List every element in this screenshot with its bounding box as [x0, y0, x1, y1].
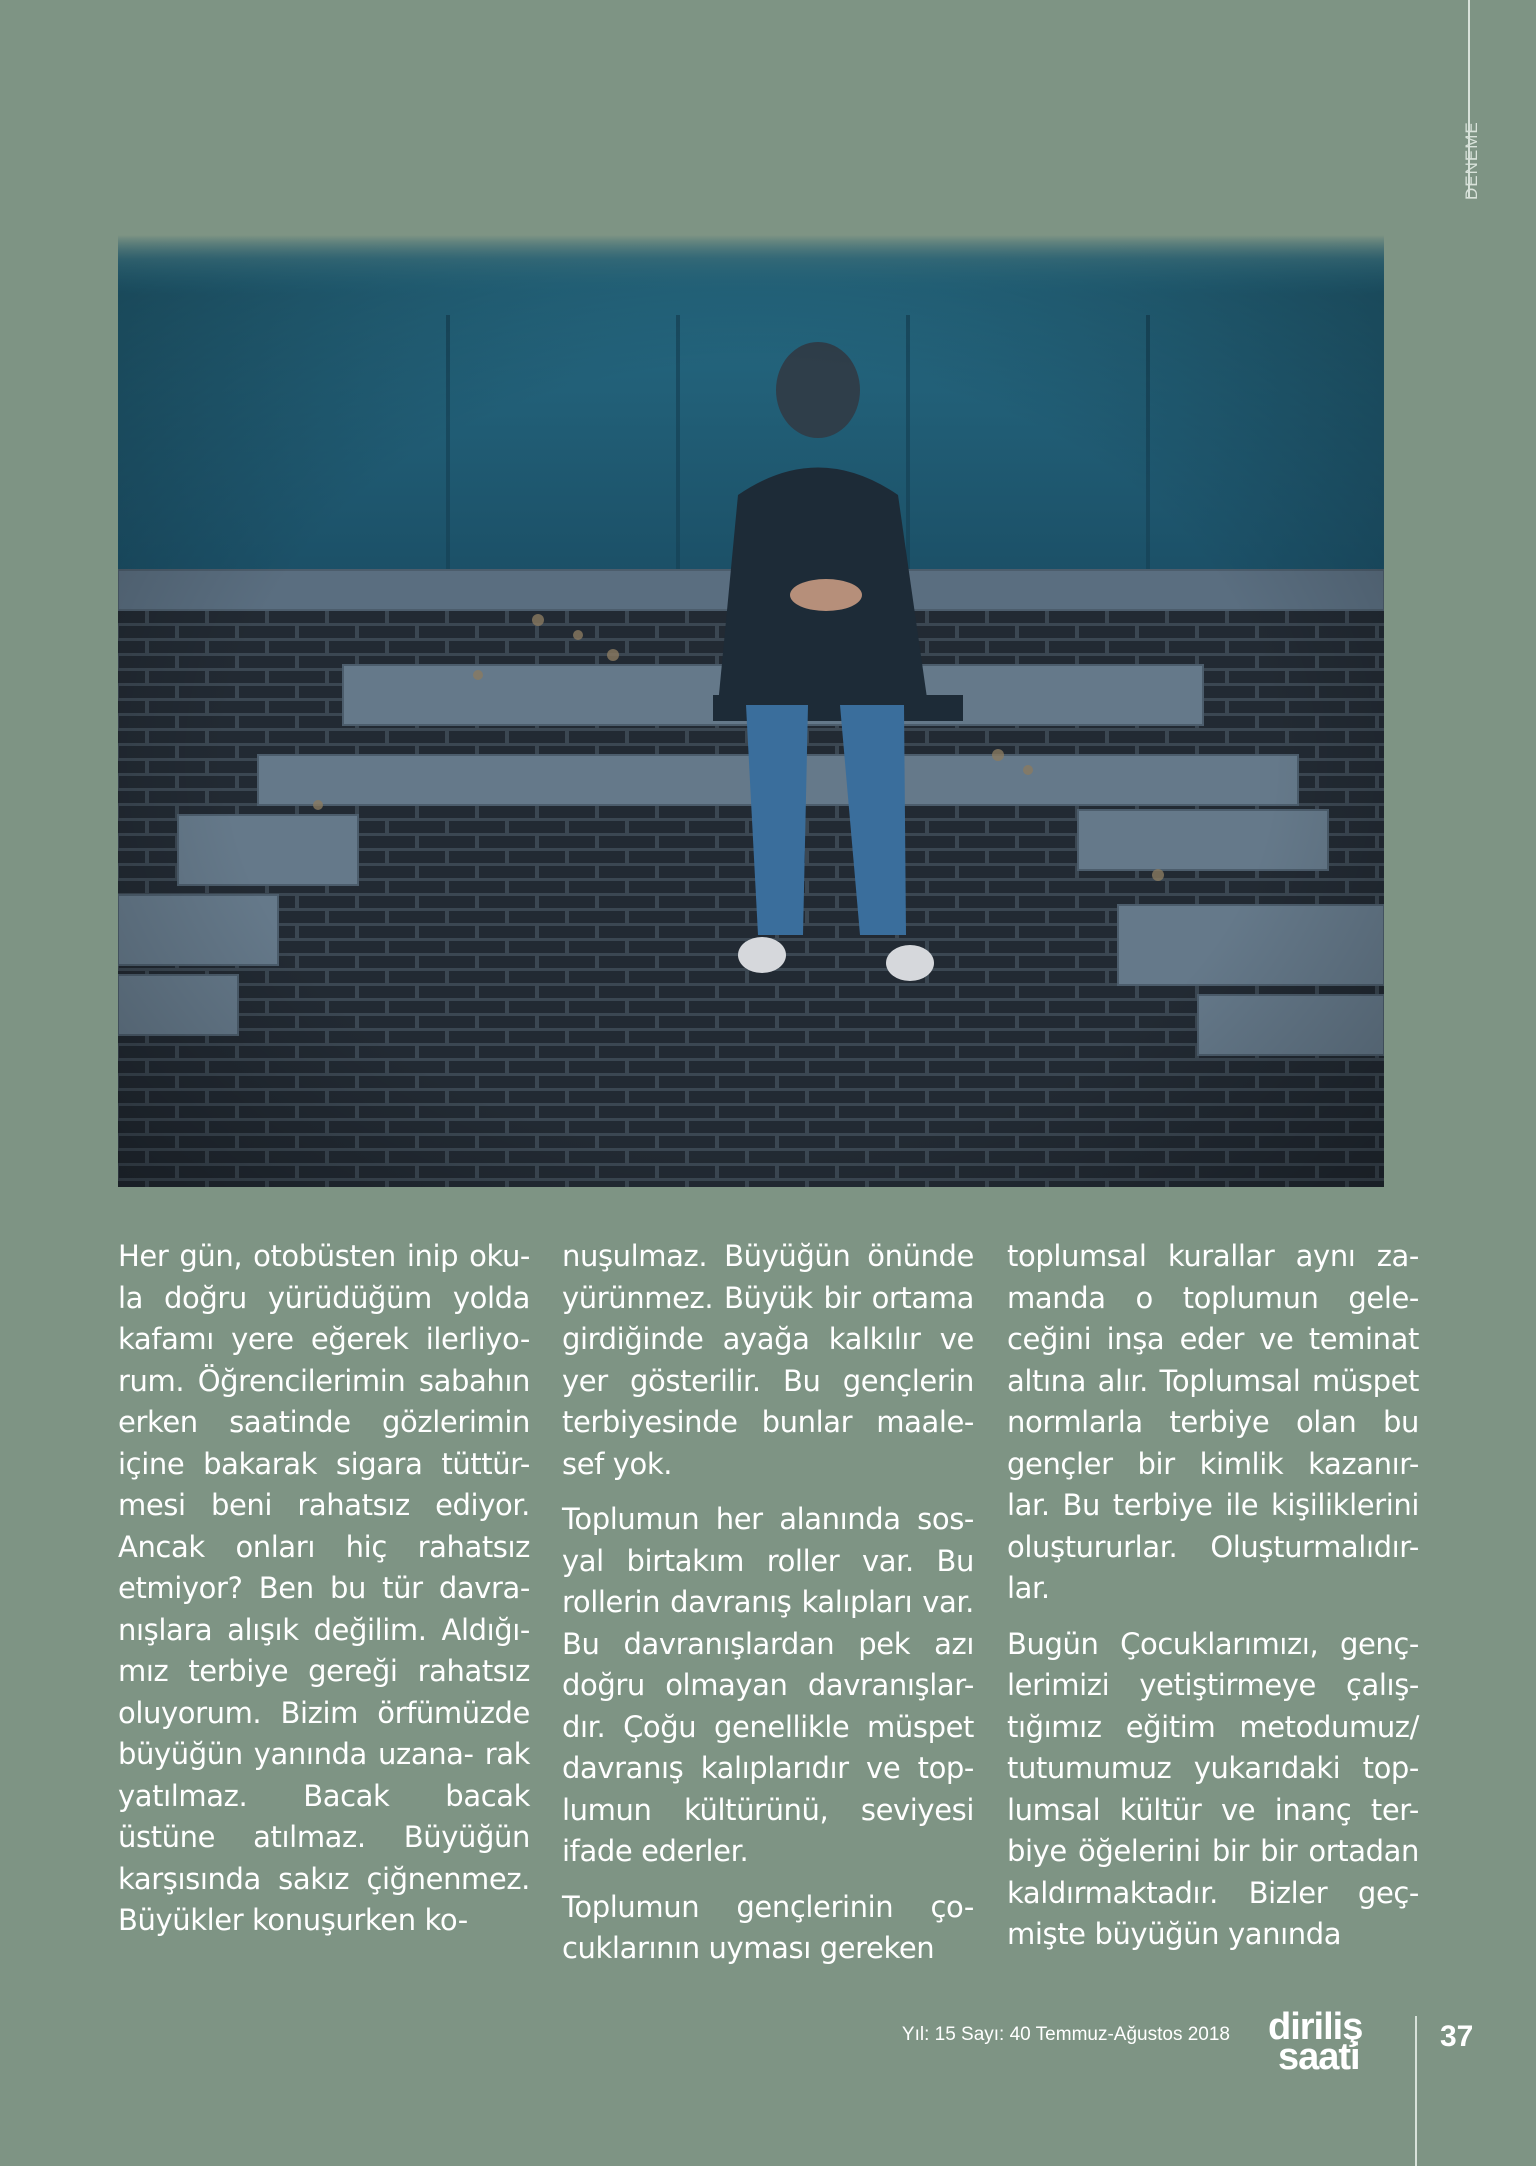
- paragraph: Bugün Çocuklarımızı, genç- lerimizi yetiştirmeye çalış- tığımız eğitim metodumuz/ tutumumuz yukarıdaki top- lumsal kültür ve inanç ter- biye öğelerini bir bir ortadan kaldırmaktadır. Bizler geç- mişte büyüğün yanında: [1007, 1626, 1419, 1951]
- article-column-1: [118, 1236, 530, 1956]
- page-number: 37: [1440, 2020, 1474, 2053]
- paragraph: Toplumun gençlerinin ço- cuklarının uyması gereken: [562, 1889, 974, 1965]
- logo-line-1: diriliş: [1268, 2006, 1363, 2048]
- article-photo: [118, 235, 1384, 1187]
- magazine-logo: [1268, 2006, 1378, 2092]
- logo-line-2: saati: [1278, 2036, 1360, 2078]
- paragraph: nuşulmaz. Büyüğün önünde yürünmez. Büyük bir ortama girdiğinde ayağa kalkılır ve yer gösterilir. Bu gençlerin terbiyesinde bunlar maale- sef yok.: [562, 1239, 974, 1481]
- paragraph: Toplumun her alanında sos- yal birtakım roller var. Bu rollerin davranış kalıpları var. Bu davranışlardan pek azı doğru olmayan davranışlar- dır. Çoğu genellikle müspet davranış kalıplarıdır ve top- lumun kültürünü, seviyesi ifade ederler.: [562, 1502, 974, 1868]
- article-column-2: [562, 1236, 974, 1984]
- paragraph: toplumsal kurallar aynı za- manda o toplumun gele- ceğini inşa eder ve teminat altına alır. Toplumsal müspet normlarla terbiye olan bu gençler bir kimlik kazanır- lar. Bu terbiye ile kişiliklerini oluştururlar. Oluşturmalıdır- lar.: [1007, 1239, 1419, 1605]
- article-column-3: [1007, 1236, 1419, 1970]
- section-label: DENEME: [1462, 121, 1481, 200]
- issue-info: Yıl: 15 Sayı: 40 Temmuz-Ağustos 2018: [901, 2024, 1230, 2045]
- footer-rule: [1415, 2016, 1417, 2166]
- paragraph: Her gün, otobüsten inip oku- la doğru yürüdüğüm yolda kafamı yere eğerek ilerliyo- rum. Öğrencilerimin sabahın erken saatinde gözlerimin içine bakarak sigara tüttür- mesi beni rahatsız ediyor. Ancak onları hiç rahatsız etmiyor? Ben bu tür davra- nışlara alışık değilim. Aldığı- mız terbiye gereği rahatsız oluyorum. Bizim örfümüzde büyüğün yanında uzana- rak yatılmaz. Bacak bacak üstüne atılmaz. Büyüğün karşısında sakız çiğnenmez. Büyükler konuşurken ko-: [118, 1239, 530, 1937]
